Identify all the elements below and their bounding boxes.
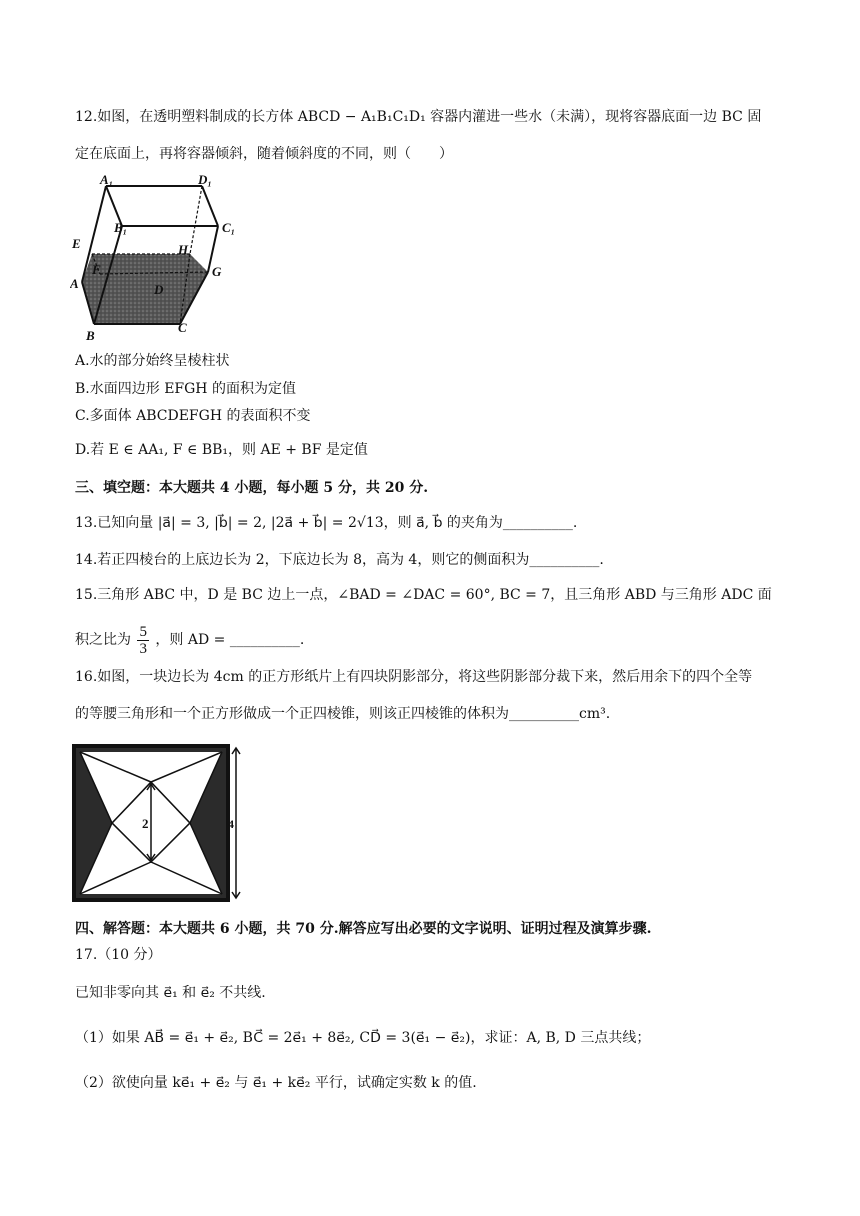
- section3-title: 三、填空题：本大题共 4 小题，每小题 5 分，共 20 分.: [75, 480, 429, 496]
- q17-part2: （2）欲使向量 ke⃗₁ + e⃗₂ 与 e⃗₁ + ke⃗₂ 平行，试确定实数 k 的值.: [75, 1075, 477, 1091]
- q16-square-figure: [72, 744, 244, 904]
- q12-option-d: D.若 E ∈ AA₁, F ∈ BB₁，则 AE + BF 是定值: [75, 442, 368, 458]
- q12-line2: 定在底面上，再将容器倾斜，随着倾斜度的不同，则（ ）: [75, 146, 453, 162]
- inner-dimension-label: 2: [142, 816, 149, 831]
- label-F: F: [92, 262, 101, 277]
- q17-intro: 已知非零向其 e⃗₁ 和 e⃗₂ 不共线.: [75, 985, 266, 1001]
- q14-text: 14.若正四棱台的上底边长为 2，下底边长为 8，高为 4，则它的侧面积为__________.: [75, 552, 604, 568]
- q15-line2-post: ，则 AD = __________.: [155, 632, 305, 648]
- label-A: A: [70, 276, 79, 291]
- label-G: G: [212, 264, 222, 279]
- q15-frac-den: 3: [139, 640, 147, 657]
- q13-text: 13.已知向量 |a⃗| = 3, |b⃗| = 2, |2a⃗ + b⃗| = 2√13，则 a⃗, b⃗ 的夹角为__________.: [75, 515, 578, 531]
- label-D: D: [154, 282, 164, 297]
- q16-line2: 的等腰三角形和一个正方形做成一个正四棱锥，则该正四棱锥的体积为__________cm³.: [75, 706, 611, 722]
- side-dimension-label: 4: [228, 817, 234, 831]
- label-C: C: [178, 320, 187, 335]
- label-B1: B₁: [114, 220, 128, 235]
- q12-option-a: A.水的部分始终呈棱柱状: [75, 353, 230, 369]
- q17-part1: （1）如果 AB⃗ = e⃗₁ + e⃗₂, BC⃗ = 2e⃗₁ + 8e⃗₂, CD⃗ = 3(e⃗₁ − e⃗₂)，求证：A, B, D 三点共线；: [75, 1030, 651, 1046]
- label-H: H: [178, 242, 189, 257]
- label-B: B: [86, 328, 95, 343]
- q16-line1: 16.如图，一块边长为 4cm 的正方形纸片上有四块阴影部分，将这些阴影部分裁下来，然后用余下的四个全等: [75, 669, 753, 685]
- q15-line2: [75, 620, 304, 660]
- label-C1: C₁: [222, 220, 236, 235]
- label-E: E: [72, 236, 81, 251]
- q15-frac-num: 5: [139, 623, 147, 640]
- q15-line1: 15.三角形 ABC 中，D 是 BC 边上一点，∠BAD = ∠DAC = 60°, BC = 7，且三角形 ABD 与三角形 ADC 面: [75, 587, 772, 603]
- q12-option-c: C.多面体 ABCDEFGH 的表面积不变: [75, 408, 311, 424]
- q12-option-b: B.水面四边形 EFGH 的面积为定值: [75, 381, 296, 397]
- q12-line1: 12.如图，在透明塑料制成的长方体 ABCD − A₁B₁C₁D₁ 容器内灌进一些水（未满），现将容器底面一边 BC 固: [75, 109, 762, 125]
- section4-title: 四、解答题：本大题共 6 小题，共 70 分.解答应写出必要的文字说明、证明过程及演算步骤.: [75, 921, 652, 937]
- q15-fraction: [137, 624, 149, 657]
- label-D1: D₁: [198, 174, 212, 187]
- q12-box-figure: [70, 174, 250, 346]
- label-A1: A₁: [100, 174, 114, 187]
- q15-line2-pre: 积之比为: [75, 632, 131, 648]
- q17-header: 17.（10 分）: [75, 947, 162, 963]
